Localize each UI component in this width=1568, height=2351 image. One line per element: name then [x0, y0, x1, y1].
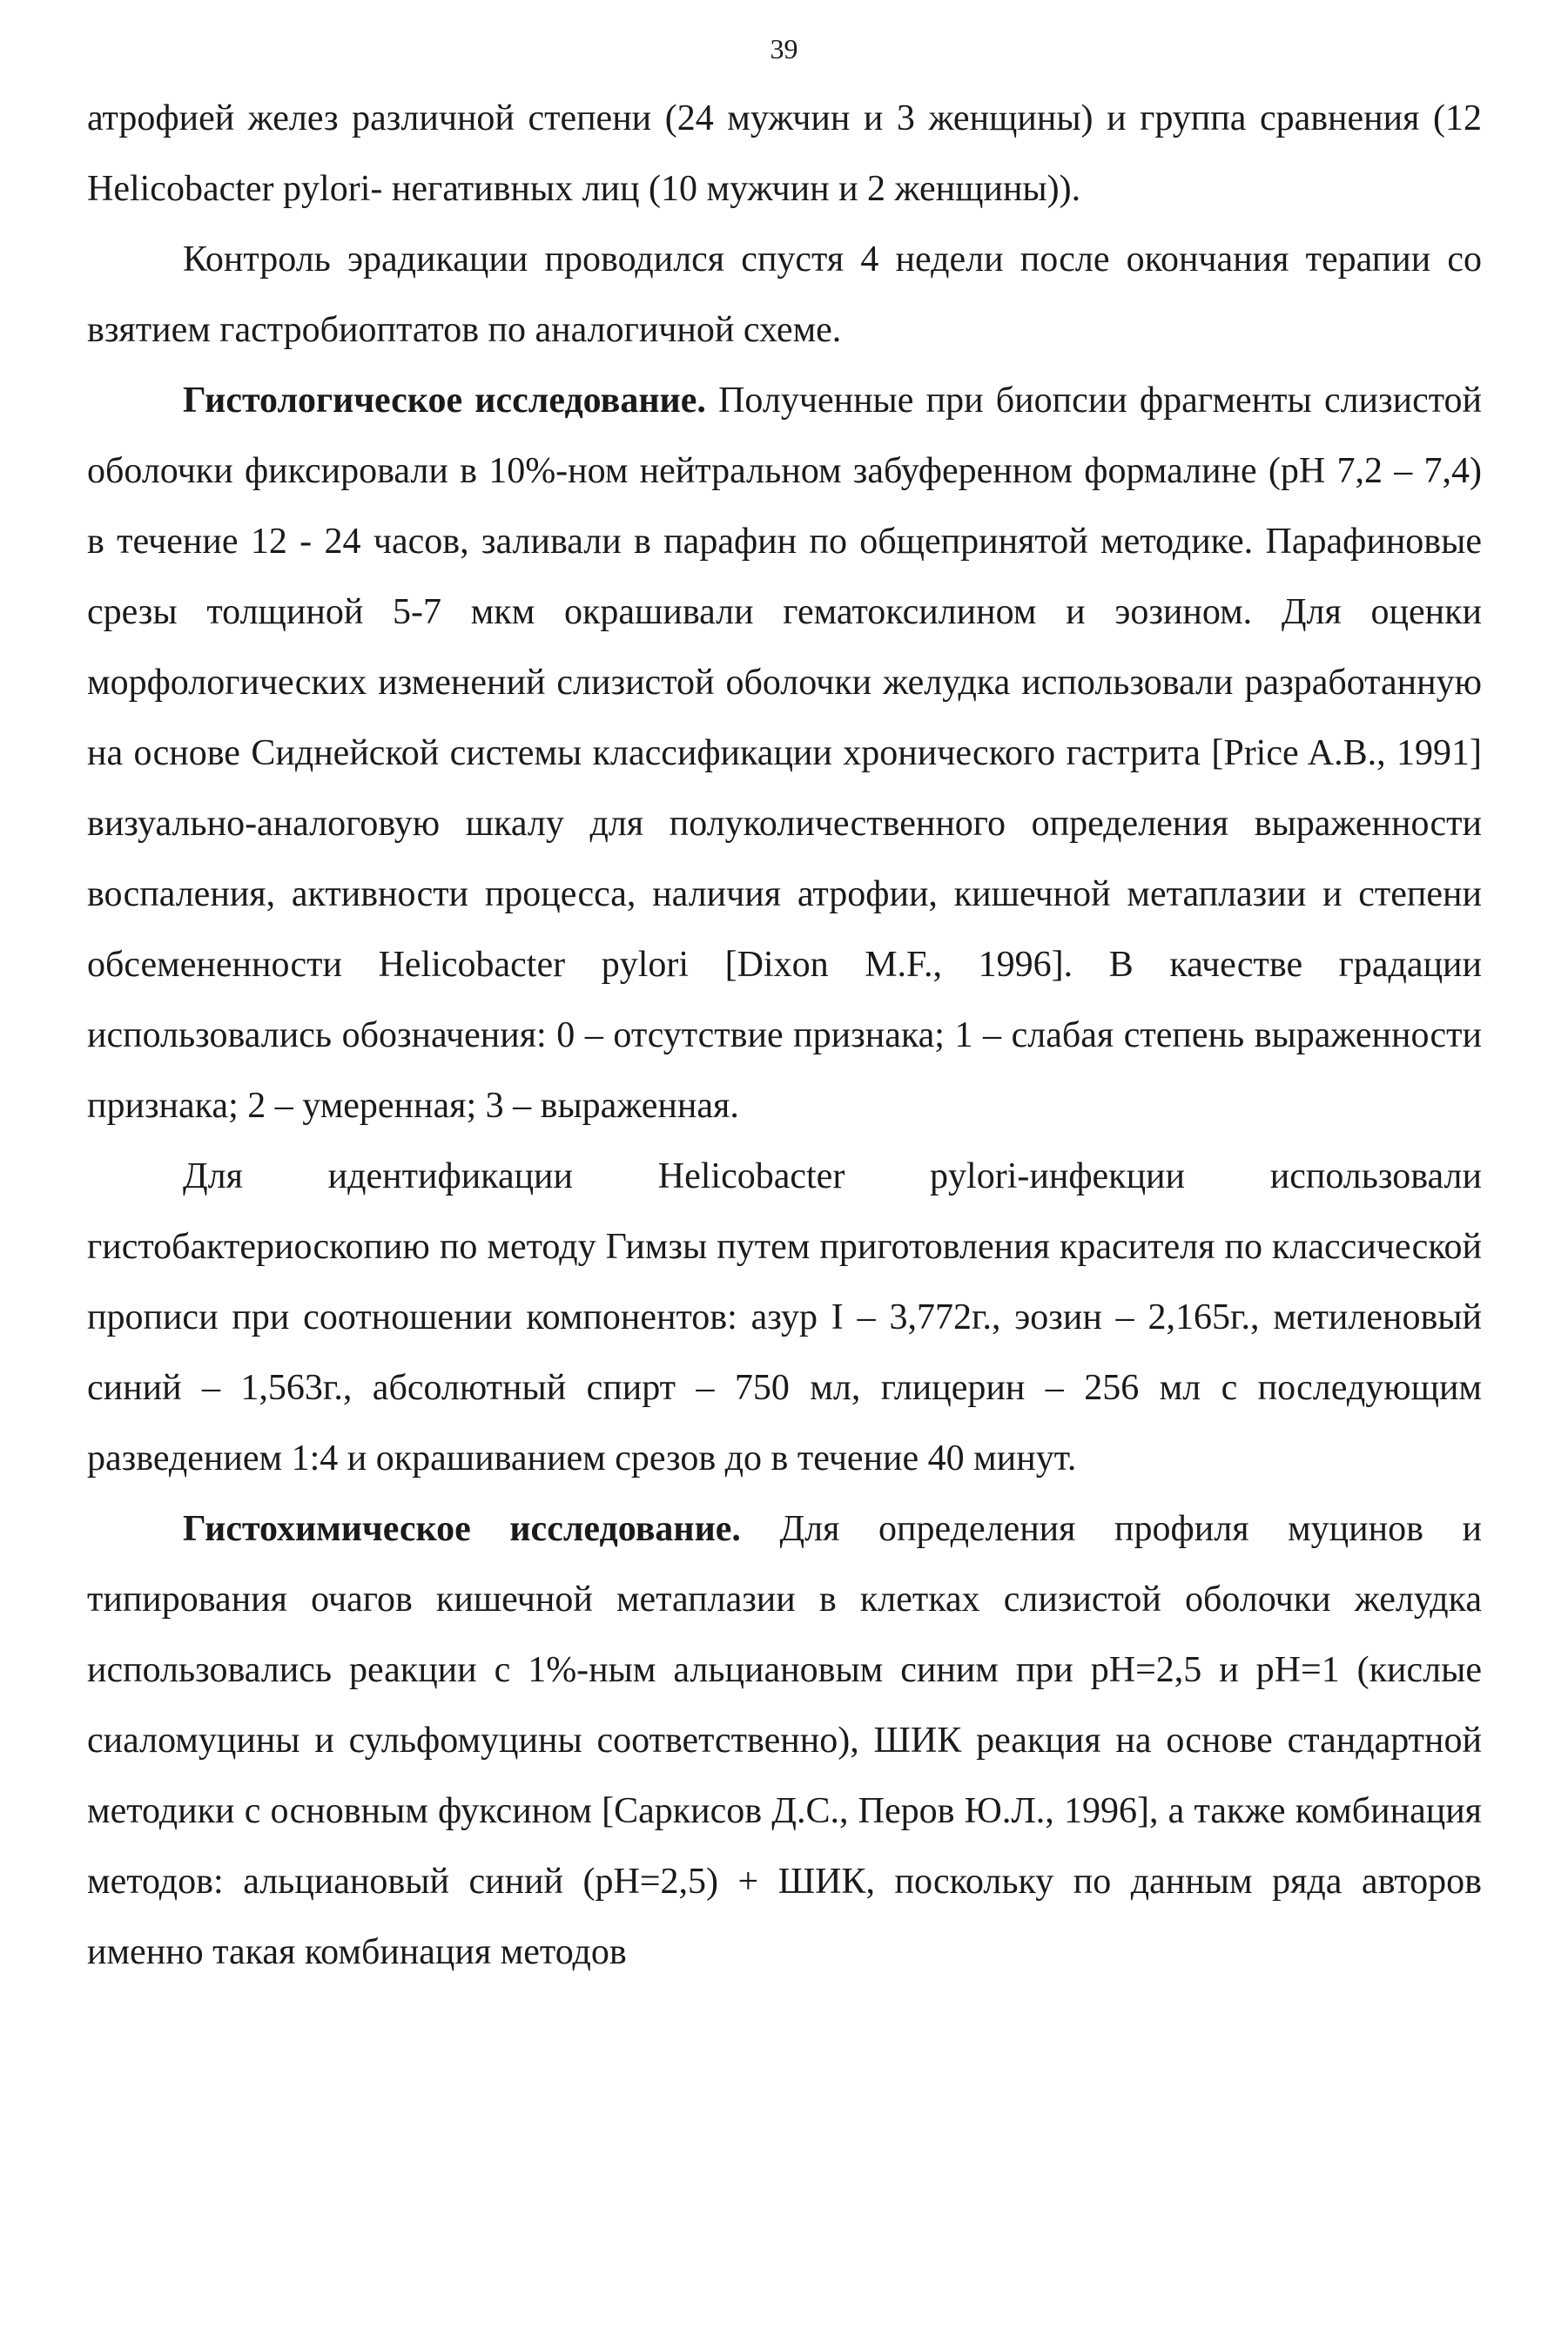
paragraph-3-text: Полученные при биопсии фрагменты слизистой оболочки фиксировали в 10%-ном нейтральном забуференном формалине (pH 7,2 – 7,4) в течение 12 - 24 часов, заливали в парафин по общепринятой методике. Парафиновые срезы толщиной 5-7 мкм окрашивали гематоксилином и эозином. Для оценки морфологических изменений слизистой оболочки желудка использовали разработанную на основе Сиднейской системы классификации хронического гастрита [Price A.B., 1991] визуально-аналоговую шкалу для полуколичественного определения выраженности воспаления, активности процесса, наличия атрофии, кишечной метаплазии и степени обсемененности Helicobacter pylori [Dixon M.F., 1996]. В качестве градации использовались обозначения: 0 – отсутствие признака; 1 – слабая степень выраженности признака; 2 – умеренная; 3 – выраженная.	[87, 381, 1483, 1126]
paragraph-1	[87, 84, 1482, 225]
paragraph-1-text: атрофией желез различной степени (24 мужчин и 3 женщины) и группа сравнения (12 Helicobacter pylori- негативных лиц (10 мужчин и 2 женщины)).	[87, 98, 1482, 209]
section-heading-histochemistry: Гистохимическое исследование.	[183, 1509, 741, 1549]
section-heading-histology: Гистологическое исследование.	[183, 381, 706, 421]
paragraph-2-text: Контроль эрадикации проводился спустя 4 недели после окончания терапии со взятием гастробиоптатов по аналогичной схеме.	[87, 239, 1482, 350]
paragraph-4	[87, 1142, 1482, 1494]
paragraph-3	[87, 366, 1482, 1142]
page-number: 39	[770, 33, 798, 64]
paragraph-2	[87, 225, 1482, 366]
paragraph-5	[87, 1494, 1482, 1988]
paragraph-4-text: Для идентификации Helicobacter pylori-инфекции использовали гистобактериоскопию по методу Гимзы путем приготовления красителя по классической прописи при соотношении компонентов: азур I – 3,772г., эозин – 2,165г., метиленовый синий – 1,563г., абсолютный спирт – 750 мл, глицерин – 256 мл с последующим разведением 1:4 и окрашиванием срезов до в течение 40 минут.	[87, 1156, 1482, 1479]
paragraph-5-text: Для определения профиля муцинов и типирования очагов кишечной метаплазии в клетках слизистой оболочки желудка использовались реакции с 1%-ным альциановым синим при pH=2,5 и pH=1 (кислые сиаломуцины и сульфомуцины соответственно), ШИК реакция на основе стандартной методики с основным фуксином [Саркисов Д.С., Перов Ю.Л., 1996], а также комбинация методов: альциановый синий (pH=2,5) + ШИК, поскольку по данным ряда авторов именно такая комбинация методов	[87, 1509, 1482, 1972]
document-body	[87, 84, 1482, 1988]
